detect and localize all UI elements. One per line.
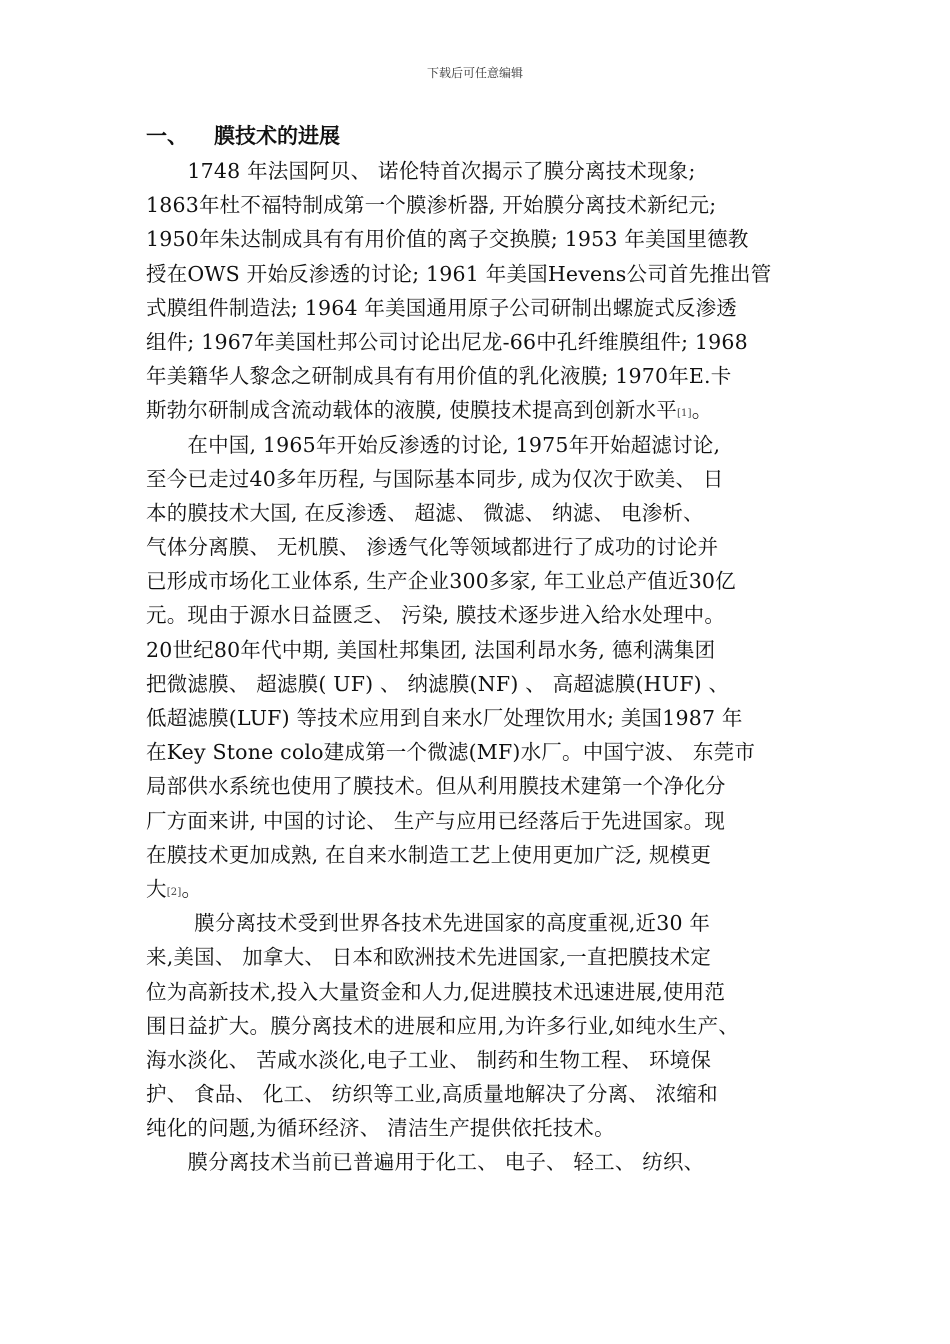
- text-line: 1950年朱达制成具有有用价值的离子交换膜; 1953 年美国里德教: [146, 227, 749, 252]
- text-line: 来,美国、 加拿大、 日本和欧洲技术先进国家,一直把膜技术定: [146, 945, 712, 970]
- citation-ref: [1]: [676, 408, 692, 420]
- text-line: 把微滤膜、 超滤膜( UF) 、 纳滤膜(NF) 、 高超滤膜(HUF) 、: [146, 671, 730, 696]
- text-line: 纯化的问题,为循环经济、 清洁生产提供依托技术。: [146, 1116, 615, 1141]
- text-line: 年美籍华人黎念之研制成具有有用价值的乳化液膜; 1970年E.卡: [146, 364, 732, 389]
- text-line: 组件; 1967年美国杜邦公司讨论出尼龙-66中孔纤维膜组件; 1968: [146, 329, 748, 354]
- text-line-content: 大: [146, 876, 167, 901]
- page-header-note: 下载后可任意编辑: [426, 66, 523, 80]
- paragraph-history-china: [146, 428, 806, 907]
- paragraph-applications: [146, 1145, 806, 1179]
- text-line: 元。现由于源水日益匮乏、 污染, 膜技术逐步进入给水处理中。: [146, 603, 726, 628]
- text-line: [146, 393, 806, 427]
- paragraph-importance: [146, 906, 806, 1145]
- text-line: 1748 年法国阿贝、 诺伦特首次揭示了膜分离技术现象;: [146, 159, 696, 183]
- text-line: 授在OWS 开始反渗透的讨论; 1961 年美国Hevens公司首先推出管: [146, 261, 772, 286]
- line-end-punct: 。: [691, 398, 713, 423]
- paragraph-history-world: [146, 154, 806, 428]
- text-line: [146, 872, 806, 906]
- text-line-content: 斯勃尔研制成含流动载体的液膜, 使膜技术提高到创新水平: [146, 398, 677, 423]
- section-number: 一、: [146, 124, 188, 148]
- text-line: 低超滤膜(LUF) 等技术应用到自来水厂处理饮用水; 美国1987 年: [146, 706, 743, 730]
- document-body: [146, 120, 806, 1180]
- section-heading: [146, 120, 806, 150]
- section-title: 膜技术的进展: [214, 124, 340, 148]
- text-line: 20世纪80年代中期, 美国杜邦集团, 法国利昂水务, 德利满集团: [146, 637, 716, 662]
- text-line: 膜分离技术当前已普遍用于化工、 电子、 轻工、 纺织、: [146, 1150, 705, 1175]
- text-line: 海水淡化、 苦咸水淡化,电子工业、 制药和生物工程、 环境保: [146, 1047, 712, 1072]
- text-line: 护、 食品、 化工、 纺织等工业,高质量地解决了分离、 浓缩和: [146, 1082, 718, 1107]
- text-line: 1863年杜不福特制成第一个膜渗析器, 开始膜分离技术新纪元;: [146, 193, 717, 218]
- text-line: 位为高新技术,投入大量资金和人力,促进膜技术迅速进展,使用范: [146, 979, 726, 1004]
- text-line: 至今已走过40多年历程, 与国际基本同步, 成为仅次于欧美、 日: [146, 466, 724, 491]
- text-line: 膜分离技术受到世界各技术先进国家的高度重视,近30 年: [146, 911, 711, 936]
- text-line: 围日益扩大。膜分离技术的进展和应用,为许多行业,如纯水生产、: [146, 1013, 740, 1038]
- text-line: 本的膜技术大国, 在反渗透、 超滤、 微滤、 纳滤、 电渗析、: [146, 500, 704, 525]
- text-line: 厂方面来讲, 中国的讨论、 生产与应用已经落后于先进国家。现: [146, 808, 726, 833]
- text-line: 式膜组件制造法; 1964 年美国通用原子公司研制出螺旋式反渗透: [146, 295, 738, 320]
- text-line: 已形成市场化工业体系, 生产企业300多家, 年工业总产值近30亿: [146, 569, 736, 594]
- text-line: 在Key Stone colo建成第一个微滤(MF)水厂。中国宁波、 东莞市: [146, 740, 756, 765]
- citation-ref: [2]: [166, 886, 182, 898]
- text-line: 在中国, 1965年开始反渗透的讨论, 1975年开始超滤讨论,: [146, 432, 721, 457]
- text-line: 气体分离膜、 无机膜、 渗透气化等领域都进行了成功的讨论并: [146, 535, 719, 560]
- line-end-punct: 。: [181, 876, 203, 901]
- text-line: 在膜技术更加成熟, 在自来水制造工艺上使用更加广泛, 规模更: [146, 842, 712, 867]
- text-line: 局部供水系统也使用了膜技术。但从利用膜技术建第一个净化分: [146, 774, 726, 799]
